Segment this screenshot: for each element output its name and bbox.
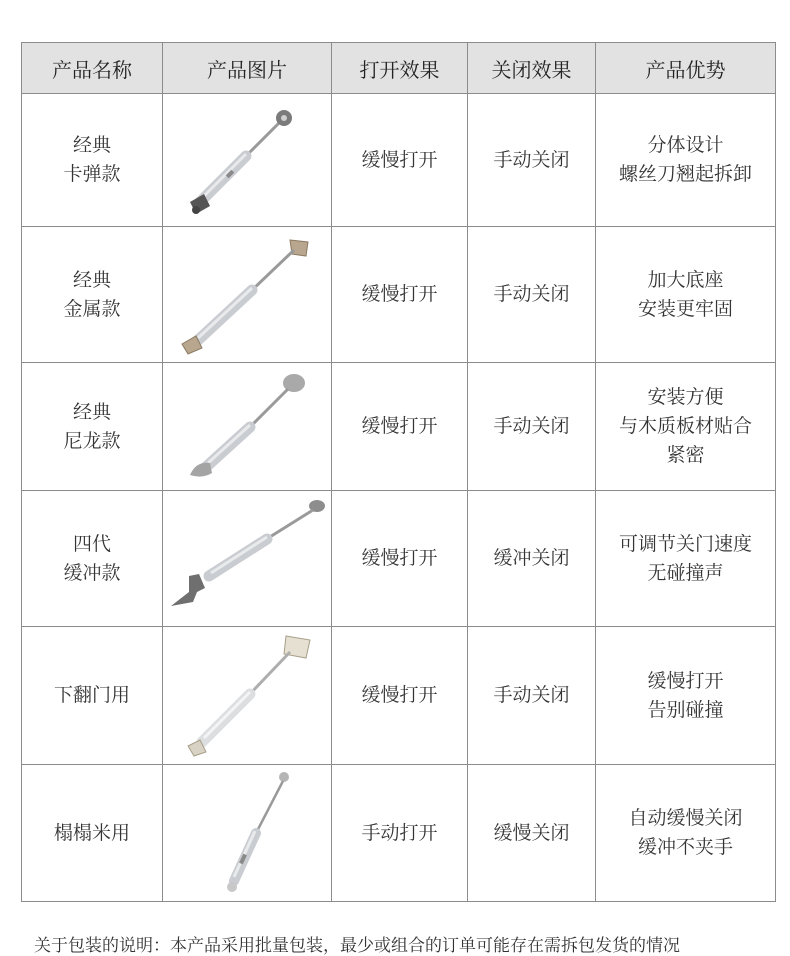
product-image-cell [163, 94, 332, 227]
product-image-cell [163, 765, 332, 902]
close-effect-cell: 手动关闭 [468, 94, 596, 227]
header-product-name: 产品名称 [22, 43, 163, 94]
product-name-line: 金属款 [63, 297, 121, 320]
open-effect-cell: 手动打开 [332, 765, 468, 902]
header-close-effect: 关闭效果 [468, 43, 596, 94]
product-name-cell [22, 94, 163, 227]
product-name-line: 经典 [72, 400, 111, 423]
advantage-line: 无碰撞声 [647, 561, 724, 584]
header-open-effect: 打开效果 [332, 43, 468, 94]
advantage-cell [596, 491, 776, 627]
advantage-line: 自动缓慢关闭 [628, 807, 743, 829]
product-comparison-table [21, 42, 776, 902]
product-name-cell [22, 627, 163, 765]
open-effect-cell: 缓慢打开 [332, 227, 468, 363]
advantage-cell [596, 227, 776, 363]
header-advantage: 产品优势 [596, 43, 776, 94]
product-name-line: 经典 [72, 134, 111, 156]
table-row [22, 94, 776, 227]
open-effect-cell: 缓慢打开 [332, 491, 468, 627]
advantage-line: 分体设计 [647, 134, 724, 156]
product-name-cell [22, 363, 163, 491]
product-name-line: 卡弹款 [63, 163, 121, 185]
close-effect-cell: 缓慢关闭 [468, 765, 596, 902]
product-name-cell [22, 227, 163, 363]
gas-strut-tatami-icon [172, 769, 322, 897]
open-effect-cell: 缓慢打开 [332, 363, 468, 491]
advantage-cell [596, 363, 776, 491]
product-name-cell [22, 765, 163, 902]
advantage-line: 螺丝刀翘起拆卸 [618, 163, 752, 185]
advantage-line: 加大底座 [647, 268, 724, 291]
table-row [22, 363, 776, 491]
advantage-line: 安装方便 [647, 386, 724, 408]
table-row [22, 627, 776, 765]
gas-strut-nylon-icon [172, 367, 322, 487]
product-name-line: 榻榻米用 [53, 821, 130, 844]
gas-strut-clip-icon [172, 98, 322, 223]
open-effect-cell: 缓慢打开 [332, 627, 468, 765]
product-name-cell [22, 491, 163, 627]
product-image-cell [163, 627, 332, 765]
gas-strut-downflap-icon [172, 632, 322, 760]
product-name-line: 尼龙款 [63, 429, 121, 452]
product-image-cell [163, 363, 332, 491]
header-product-image: 产品图片 [163, 43, 332, 94]
product-name-line: 四代 [72, 532, 111, 555]
advantage-cell [596, 627, 776, 765]
gas-strut-buffer-icon [167, 496, 327, 621]
table-row [22, 227, 776, 363]
advantage-line: 缓慢打开 [647, 669, 724, 692]
close-effect-cell: 手动关闭 [468, 363, 596, 491]
close-effect-cell: 手动关闭 [468, 227, 596, 363]
advantage-cell [596, 765, 776, 902]
product-image-cell [163, 491, 332, 627]
table-row [22, 765, 776, 902]
product-name-line: 经典 [72, 268, 111, 291]
open-effect-cell: 缓慢打开 [332, 94, 468, 227]
packaging-note: 关于包装的说明：本产品采用批量包装，最少或组合的订单可能存在需拆包发货的情况 [34, 936, 680, 956]
table-header-row [22, 43, 776, 94]
advantage-cell [596, 94, 776, 227]
advantage-line: 缓冲不夹手 [637, 836, 733, 858]
advantage-line: 告别碰撞 [647, 698, 724, 721]
gas-strut-metal-icon [172, 232, 322, 357]
close-effect-cell: 手动关闭 [468, 627, 596, 765]
close-effect-cell: 缓冲关闭 [468, 491, 596, 627]
advantage-line: 可调节关门速度 [618, 532, 752, 555]
product-name-line: 下翻门用 [53, 684, 130, 706]
table-row [22, 491, 776, 627]
advantage-line: 安装更牢固 [637, 297, 733, 320]
advantage-line: 紧密 [666, 444, 705, 466]
product-image-cell [163, 227, 332, 363]
product-name-line: 缓冲款 [63, 561, 121, 584]
advantage-line: 与木质板材贴合 [618, 415, 752, 437]
